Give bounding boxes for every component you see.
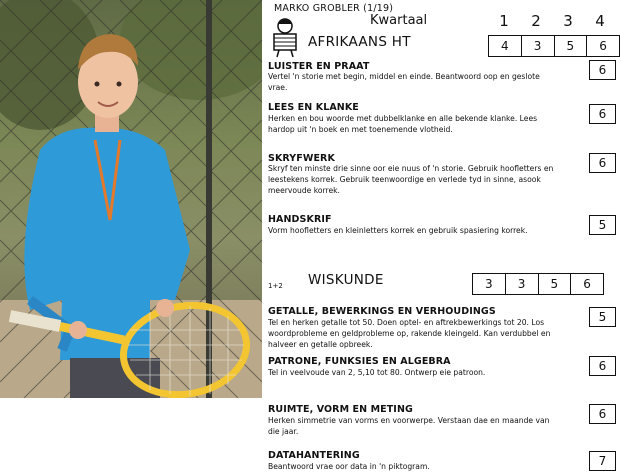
term-number: 4 — [595, 12, 605, 30]
section-title: HANDSKRIF — [268, 214, 332, 225]
term-number: 3 — [563, 12, 573, 30]
section-description: Herken en bou woorde met dubbelklanke en alle bekende klanke. Lees hardop uit 'n boek en met toenemende vlotheid. — [268, 114, 538, 134]
section-title: RUIMTE, VORM EN METING — [268, 404, 413, 415]
section-grade: 6 — [589, 153, 616, 173]
report-card — [262, 0, 620, 476]
section-description: Herken simmetrie van vorms en voorwerpe. Verstaan dae en maande van die jaar. — [268, 416, 550, 436]
term-grade: 3 — [473, 274, 506, 294]
subject-afrikaans-title: AFRIKAANS HT — [308, 34, 411, 50]
section-title: LEES EN KLANKE — [268, 102, 359, 113]
term-grade: 5 — [555, 36, 588, 56]
term-grade: 6 — [583, 277, 591, 291]
section-description: Skryf ten minste drie sinne oor eie nuus of 'n storie. Gebruik hoofletters en leestekens korrek. Gebruik teenwoordige en verlede tyd in sinne, asook meervoude korrek. — [268, 164, 554, 195]
math-note: 1+2 — [268, 282, 283, 290]
section-grade: 6 — [589, 104, 616, 124]
section-grade: 6 — [589, 404, 616, 424]
term-label: Kwartaal — [370, 13, 428, 28]
term-grade: 4 — [489, 36, 522, 56]
photo-illustration — [0, 0, 262, 398]
term-grade: 6 — [599, 39, 607, 53]
section-description: Beantwoord vrae oor data in 'n piktogram. — [268, 462, 430, 471]
section-grade: 6 — [589, 60, 616, 80]
section-description: Tel in veelvoude van 2, 5,10 tot 80. Ontwerp eie patroon. — [268, 368, 486, 377]
section-title: SKRYFWERK — [268, 153, 335, 164]
section-title: LUISTER EN PRAAT — [268, 61, 370, 72]
section-title: PATRONE, FUNKSIES EN ALGEBRA — [268, 356, 451, 367]
term-grade: 3 — [506, 274, 539, 294]
student-name: MARKO GROBLER (1/19) — [274, 3, 394, 14]
afrikaans-term-grades — [488, 35, 620, 57]
section-title: GETALLE, BEWERKINGS EN VERHOUDINGS — [268, 306, 496, 317]
term-number: 1 — [499, 12, 509, 30]
term-number: 2 — [531, 12, 541, 30]
term-grade: 5 — [539, 274, 572, 294]
section-grade: 5 — [589, 215, 616, 235]
section-grade: 5 — [589, 307, 616, 327]
section-description: Vertel 'n storie met begin, middel en einde. Beantwoord oop en geslote vrae. — [268, 72, 540, 92]
wiskunde-term-grades — [472, 273, 604, 295]
term-grade: 3 — [522, 36, 555, 56]
section-grade: 7 — [589, 451, 616, 471]
section-description: Tel en herken getalle tot 50. Doen optel- en aftrekbewerkings tot 20. Los woordprobleme en geldprobleme op, rakende kleingeld. Kan verdubbel en halveer en getalle opbreek. — [268, 318, 551, 349]
reading-child-icon — [268, 16, 302, 58]
student-photo — [0, 0, 262, 398]
section-description: Vorm hoofletters en kleinletters korrek en gebruik spasiering korrek. — [268, 226, 528, 235]
section-title: DATAHANTERING — [268, 450, 360, 461]
section-grade: 6 — [589, 356, 616, 376]
subject-wiskunde-title: WISKUNDE — [308, 272, 384, 288]
